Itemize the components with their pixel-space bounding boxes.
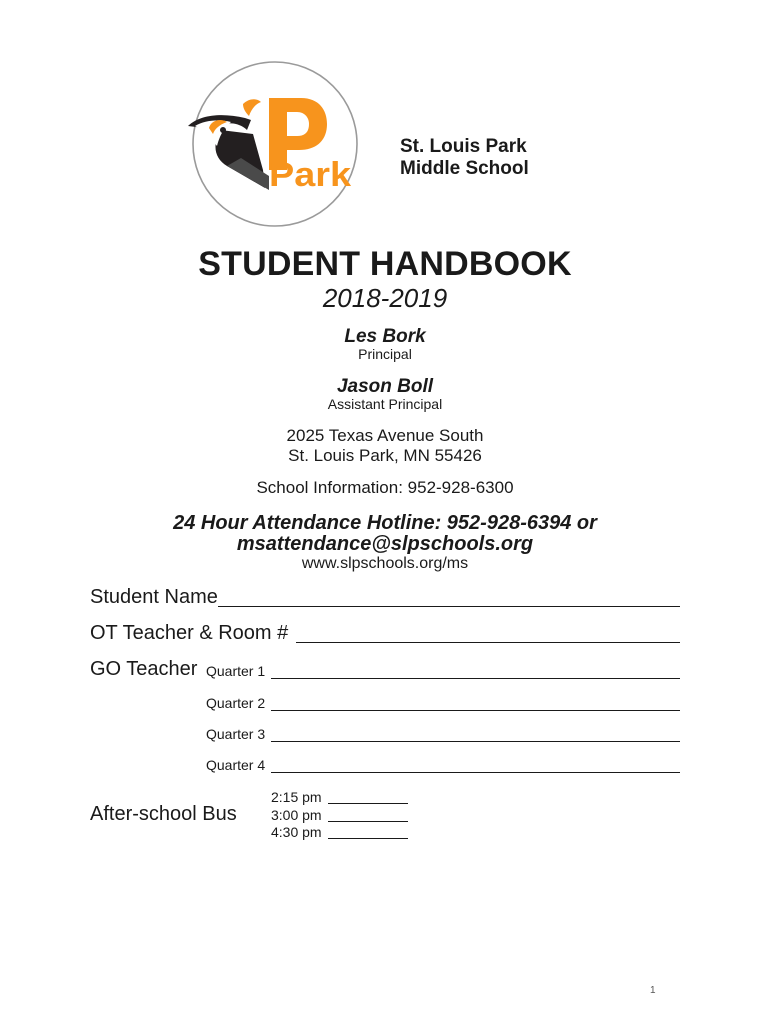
quarter-3-label: Quarter 3 [206,726,266,742]
after-school-bus-label: After-school Bus [90,803,237,825]
quarter-2-field[interactable] [271,710,680,711]
student-name-label: Student Name [90,586,218,608]
address-line1: 2025 Texas Avenue South [286,426,484,445]
school-information: School Information: 952-928-6300 [256,478,514,497]
principal-name: Les Bork [344,326,426,347]
website-link[interactable]: www.slpschools.org/ms [301,555,469,572]
bus-time-3-field[interactable] [328,838,408,839]
bus-time-1-label: 2:15 pm [271,789,322,805]
student-name-field[interactable] [218,606,680,607]
bus-time-1-field[interactable] [328,803,408,804]
address-line2: St. Louis Park, MN 55426 [288,446,482,465]
ot-teacher-field[interactable] [296,642,680,643]
go-teacher-label: GO Teacher [90,658,198,680]
attendance-email: msattendance@slpschools.org [236,533,534,555]
quarter-2-label: Quarter 2 [206,695,266,711]
assistant-principal-role: Assistant Principal [327,396,443,412]
assistant-principal-name: Jason Boll [336,376,434,397]
quarter-1-label: Quarter 1 [206,663,266,679]
ot-teacher-label: OT Teacher & Room # [90,622,289,644]
bus-time-3-label: 4:30 pm [271,824,322,840]
principal-role: Principal [358,346,412,362]
quarter-1-field[interactable] [271,678,680,679]
bus-time-2-label: 3:00 pm [271,807,322,823]
school-year: 2018-2019 [322,283,448,313]
quarter-4-label: Quarter 4 [206,757,266,773]
attendance-hotline: 24 Hour Attendance Hotline: 952-928-6394 or [173,512,597,534]
page-number: 1 [650,985,656,996]
logo-text: Park [269,156,352,194]
school-name-line2: Middle School [400,158,529,179]
school-name [400,136,529,180]
page-title: STUDENT HANDBOOK [198,245,572,283]
school-logo [183,58,363,233]
bus-time-2-field[interactable] [328,821,408,822]
quarter-3-field[interactable] [271,741,680,742]
quarter-4-field[interactable] [271,772,680,773]
school-name-line1: St. Louis Park [400,136,527,157]
